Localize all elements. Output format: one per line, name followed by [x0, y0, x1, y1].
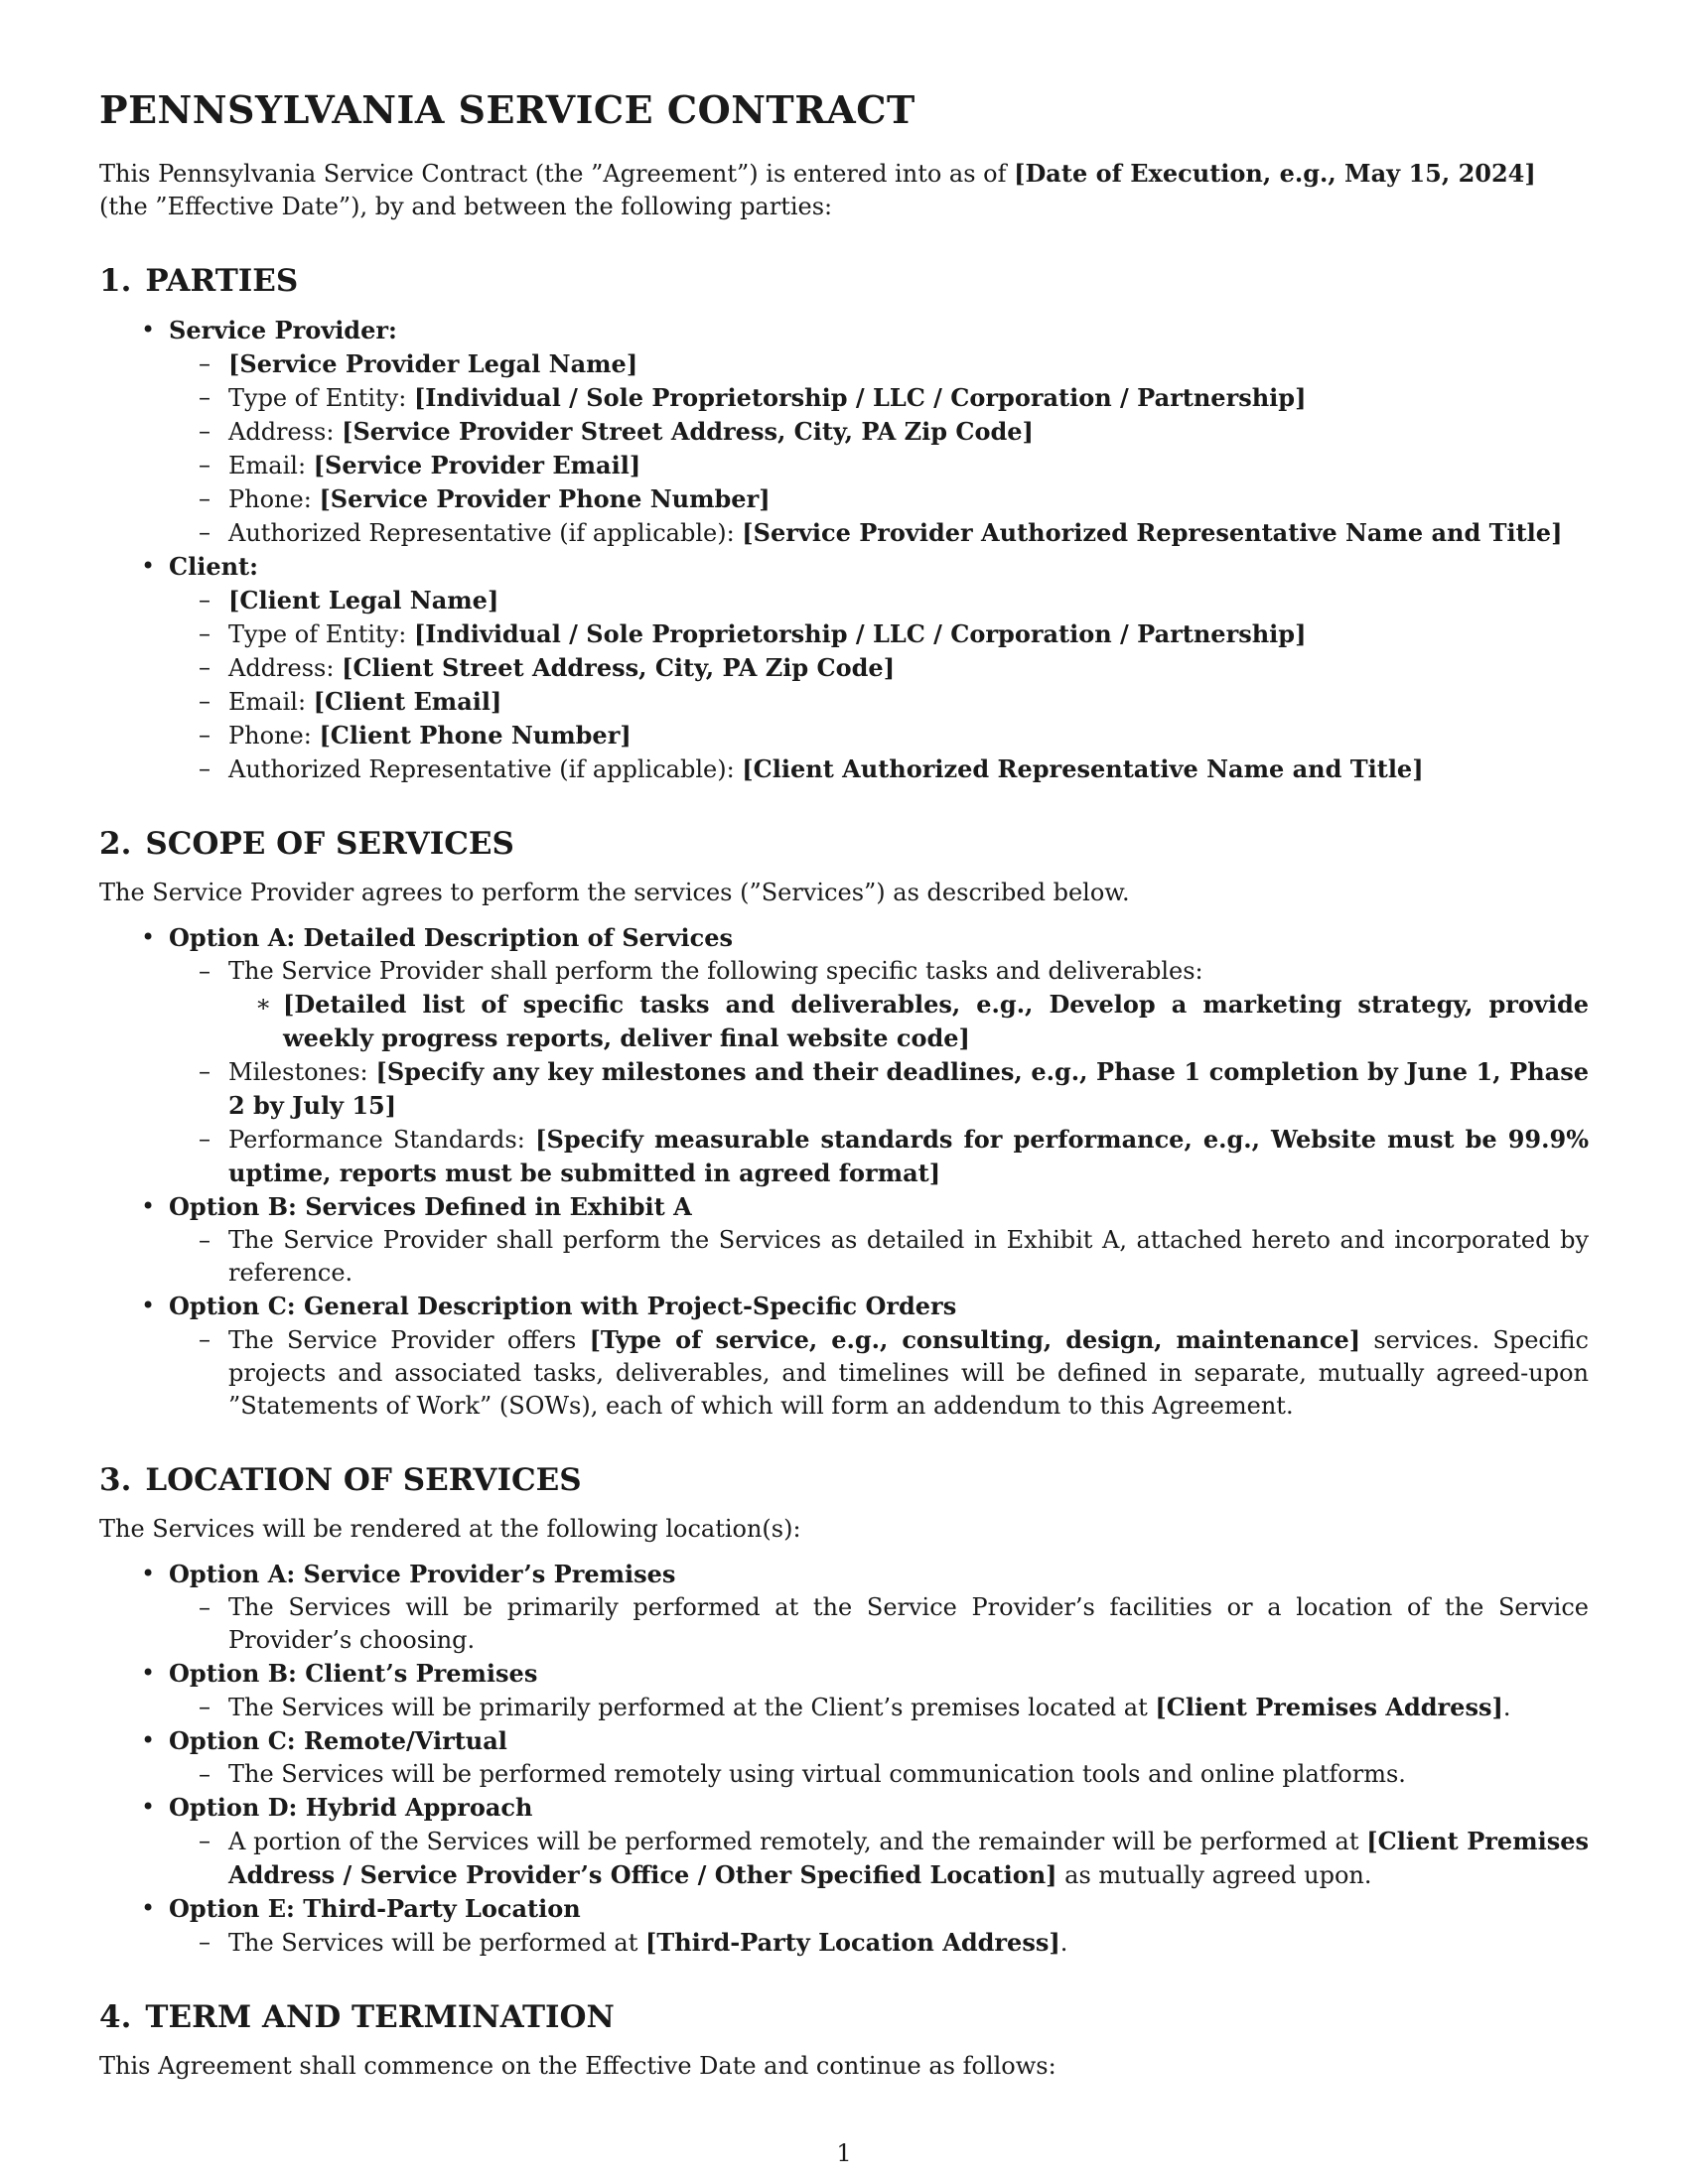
list-item: – Phone: [Client Phone Number]: [228, 719, 1589, 752]
parties-list: [99, 314, 1589, 786]
list-item: – Milestones: [Specify any key milestones and their deadlines, e.g., Phase 1 completion by June 1, Phase 2 by July 15]: [228, 1055, 1589, 1123]
list-item: – The Service Provider offers [Type of service, e.g., consulting, design, maintenance] services. Specific projects and associated tasks, deliverables, and timelines will be defined in separate, mutually agreed-upon ”Statements of Work” (SOWs), each of which will form an addendum to this Agreement.: [228, 1323, 1589, 1423]
section-2-intro: The Service Provider agrees to perform the services (”Services”) as described below.: [99, 878, 1130, 906]
list-item: • Option A: Service Provider’s Premises – The Services will be primarily performed at the Service Provider’s facilities or a location of the Service Provider’s choosing.: [169, 1558, 1589, 1657]
list-item: – A portion of the Services will be performed remotely, and the remainder will be performed at [Client Premises Address / Service Provider’s Office / Other Specified Location] as mutually agreed upon.: [228, 1825, 1589, 1892]
list-item: – The Services will be performed at [Third-Party Location Address].: [228, 1926, 1589, 1960]
list-item: • Option D: Hybrid Approach – A portion of the Services will be performed remotely, and the remainder will be performed at [Client Premises Address / Service Provider’s Office / Other Specified Location] as mutually agreed upon.: [169, 1791, 1589, 1892]
section-1-heading: 1. PARTIES: [99, 262, 299, 299]
section-3-intro: The Services will be rendered at the following location(s):: [99, 1515, 801, 1544]
document-title: PENNSYLVANIA SERVICE CONTRACT: [99, 87, 915, 132]
list-item: – The Service Provider shall perform the Services as detailed in Exhibit A, attached hereto and incorporated by reference.: [228, 1224, 1589, 1290]
list-item: – The Services will be performed remotely using virtual communication tools and online platforms.: [228, 1758, 1589, 1791]
list-item: • Service Provider: – [Service Provider Legal Name] – Type of Entity: [Individual / Sole Proprietorship / LLC / Corporation / Partnership] – Address: [Service Provider Street Address, City, PA Zip Code] – Email: [Service Provider Email] – Phone: [Service Provider Phone Number] – Authorized Representative (if applicable): [Service Provider Authorized Representative Name and Title]: [169, 314, 1589, 550]
list-item: • Option C: Remote/Virtual – The Services will be performed remotely using virtual communication tools and online platforms.: [169, 1724, 1589, 1791]
list-item: – Email: [Service Provider Email]: [228, 449, 1589, 482]
list-item: – Phone: [Service Provider Phone Number]: [228, 482, 1589, 516]
list-item: • Option A: Detailed Description of Services – The Service Provider shall perform the following specific tasks and deliverables: ∗ [Detailed list of specific tasks and deliverables, e.g., Develop a marketing strategy, provide weekly progress reports, deliver final website code] – Milestones: [Specify any key milestones and their deadlines, e.g., Phase 1 completion by June 1, Phase 2 by July 15] – Performance Standards: [Specify measurable standards for performance, e.g., Website must be 99.9% uptime, reports must be submitted in agreed format]: [169, 921, 1589, 1190]
location-options-list: [99, 1558, 1589, 1960]
list-item: – Address: [Service Provider Street Address, City, PA Zip Code]: [228, 415, 1589, 449]
page-number: 1: [836, 2139, 852, 2167]
list-item: • Client: – [Client Legal Name] – Type of Entity: [Individual / Sole Proprietorship / LLC / Corporation / Partnership] – Address: [Client Street Address, City, PA Zip Code] – Email: [Client Email] – Phone: [Client Phone Number] – Authorized Representative (if applicable): [Client Authorized Representative Name and Title]: [169, 550, 1589, 786]
list-item: – Address: [Client Street Address, City, PA Zip Code]: [228, 651, 1589, 685]
list-item: – [Client Legal Name]: [228, 584, 1589, 617]
list-item: – [Service Provider Legal Name]: [228, 347, 1589, 381]
execution-date-placeholder: [Date of Execution, e.g., May 15, 2024]: [1014, 158, 1536, 188]
list-item: ∗ [Detailed list of specific tasks and deliverables, e.g., Develop a marketing strategy, provide weekly progress reports, deliver final website code]: [283, 988, 1589, 1055]
list-item: • Option B: Client’s Premises – The Services will be primarily performed at the Client’s premises located at [Client Premises Address].: [169, 1657, 1589, 1724]
document-page: [99, 87, 1589, 2095]
list-item: • Option B: Services Defined in Exhibit A – The Service Provider shall perform the Services as detailed in Exhibit A, attached hereto and incorporated by reference.: [169, 1190, 1589, 1290]
list-item: – The Services will be primarily performed at the Client’s premises located at [Client Premises Address].: [228, 1691, 1589, 1724]
list-item: – The Services will be primarily performed at the Service Provider’s facilities or a location of the Service Provider’s choosing.: [228, 1591, 1589, 1657]
section-2-heading: 2. SCOPE OF SERVICES: [99, 825, 514, 862]
list-item: – Authorized Representative (if applicable): [Client Authorized Representative Name and Title]: [228, 752, 1589, 786]
intro-paragraph: This Pennsylvania Service Contract (the ”Agreement”) is entered into as of [Date of Execution, e.g., May 15, 2024] (the ”Effective Date”), by and between the following parties:: [99, 158, 1536, 220]
list-item: – Authorized Representative (if applicable): [Service Provider Authorized Representative Name and Title]: [228, 516, 1589, 550]
list-item: – Type of Entity: [Individual / Sole Proprietorship / LLC / Corporation / Partnership]: [228, 381, 1589, 415]
section-4-intro: This Agreement shall commence on the Effective Date and continue as follows:: [99, 2052, 1056, 2081]
scope-options-list: [99, 921, 1589, 1423]
section-3-heading: 3. LOCATION OF SERVICES: [99, 1461, 582, 1498]
list-item: – Performance Standards: [Specify measurable standards for performance, e.g., Website must be 99.9% uptime, reports must be submitted in agreed format]: [228, 1123, 1589, 1190]
list-item: – Type of Entity: [Individual / Sole Proprietorship / LLC / Corporation / Partnership]: [228, 617, 1589, 651]
section-4-heading: 4. TERM AND TERMINATION: [99, 1999, 615, 2036]
list-item: – Email: [Client Email]: [228, 685, 1589, 719]
list-item: • Option C: General Description with Project-Specific Orders – The Service Provider offers [Type of service, e.g., consulting, design, maintenance] services. Specific projects and associated tasks, deliverables, and timelines will be defined in separate, mutually agreed-upon ”Statements of Work” (SOWs), each of which will form an addendum to this Agreement.: [169, 1290, 1589, 1423]
list-item: • Option E: Third-Party Location – The Services will be performed at [Third-Party Location Address].: [169, 1892, 1589, 1960]
list-item: – The Service Provider shall perform the following specific tasks and deliverables: ∗ [Detailed list of specific tasks and deliverables, e.g., Develop a marketing strategy, provide weekly progress reports, deliver final website code]: [228, 955, 1589, 1055]
